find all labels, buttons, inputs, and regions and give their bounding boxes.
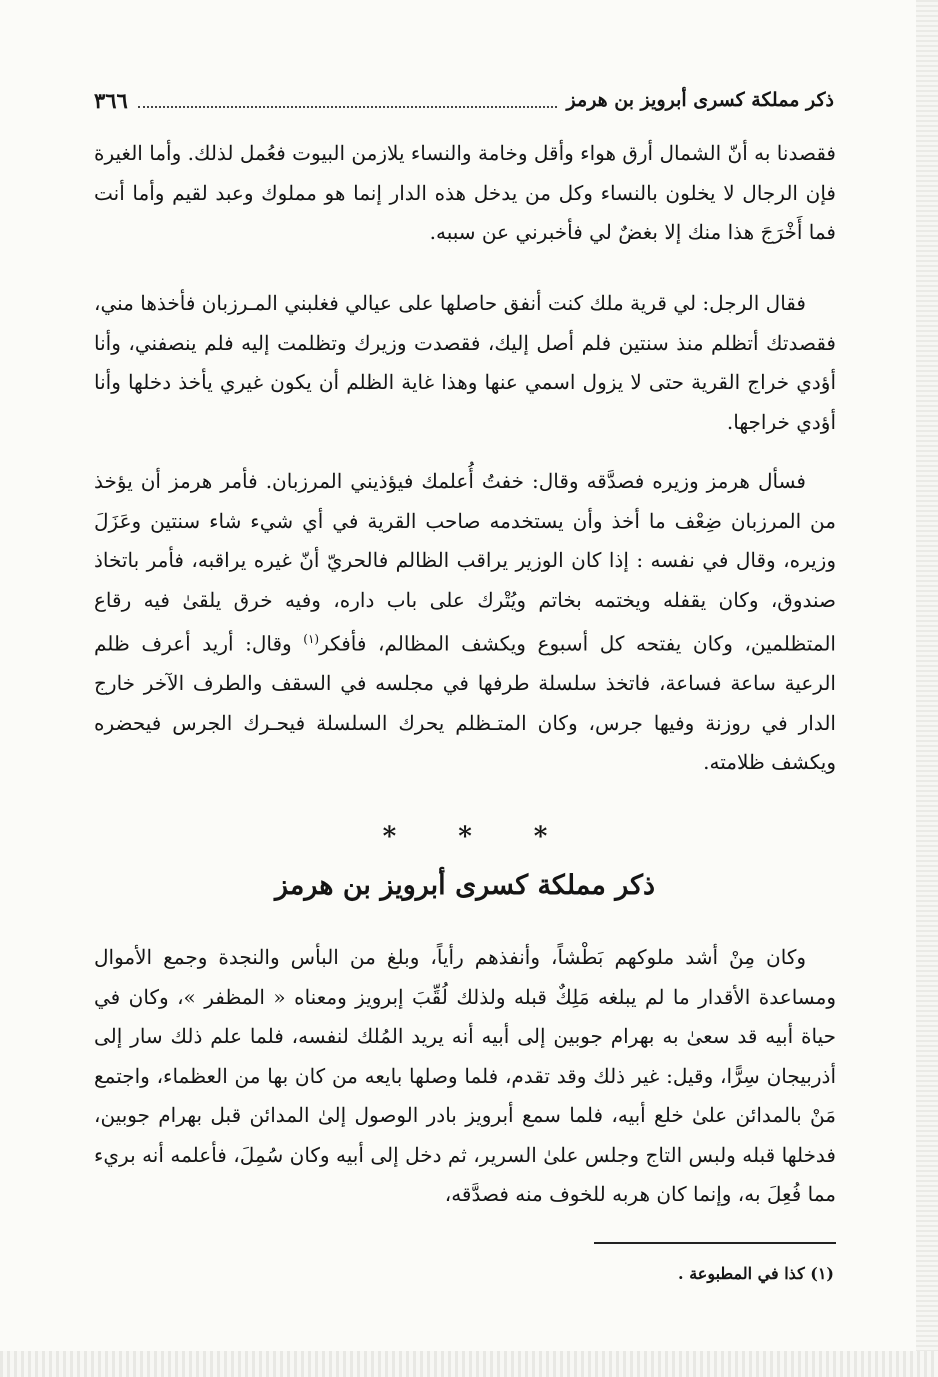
footnote: (١) كذا في المطبوعة . [678,1264,834,1283]
running-title: ذكر مملكة كسرى أبرويز بن هرمز [566,89,834,111]
separator-star: * [458,822,472,852]
footnote-marker: (١) [303,632,320,646]
separator-star: * [533,822,548,852]
paragraph-2: فقال الرجل: لي قرية ملك كنت أنفق حاصلها على عيالي فغلبني المـرزبان فأخذها مني، فقصدتك أتظلم منذ سنتين فلم أصل إليك، فقصدت وزيرك وتظلمت إليه فلم ينصفني، وأنا أؤدي خراج القرية حتى لا يزول اسمي عنها وهذا غاية الظلم أن يكون غيري يأخذ دخلها وأنا أؤدي خراجها. [94,291,836,434]
paragraph-3-part-b: وقال: أريد أعرف ظلم الرعية ساعة فساعة، فاتخذ سلسلة طرفها في مجلسه في السقف والطرف الآخر خارج الدار في روزنة وفيها جرس، وكان المتـظلم يحرك السلسلة فيحـرك الجرس فيحضره ويكشف ظلامته. [94,631,836,775]
footnote-divider [594,1242,836,1244]
scan-edge-right [916,0,938,1377]
scan-edge-bottom [0,1351,938,1377]
page-number: ٣٦٦ [94,87,128,113]
paragraph-3 [94,462,836,783]
paragraph-3-part-a: فسأل هرمز وزيره فصدَّقه وقال: خفتُ أُعلمك فيؤذيني المرزبان. فأمر هرمز أن يؤخذ من المرزبان ضِعْف ما أخذ وأن يستخدمه صاحب القرية في أي شيء شاء سنتين وعَزَلَ وزيره، وقال في نفسه : إذا كان الوزير يراقب الظالم فالحريّ أنّ غيره يراقبه، فأمر باتخاذ صندوق، وكان يقفله ويختمه بخاتم ويُتْرك على باب داره، وفيه خرق يلقىٰ فيه رقاع المتظلمين، وكان يفتحه كل أسبوع ويكشف المظالم، فأفكر [94,469,836,656]
section-heading: ذكر مملكة كسرى أبرويز بن هرمز [274,870,656,901]
paragraph-1: فقصدنا به أنّ الشمال أرق هواء وأقل وخامة والنساء يلازمن البيوت فعُمل لذلك. وأما الغيرة فإن الرجال لا يخلون بالنساء وكل من يدخل هذه الدار إنما هو مملوك وعبد لقيم وأما أنت فما أَخْرَجَ هذا منك إلا بغضٌ لي فأخبرني عن سببه. [94,141,836,244]
paragraph-4: وكان مِنْ أشد ملوكهم بَطْشاً، وأنفذهم رأياً، وبلغ من البأس والنجدة وجمع الأموال ومساعدة الأقدار ما لم يبلغه مَلِكٌ قبله ولذلك لُقِّبَ إبرويز ومعناه « المظفر »، وكان في حياة أبيه قد سعىٰ به بهرام جوبين إلى أبيه أنه يريد المُلك لنفسه، فلما علم ذلك سار إلى أذربيجان سِرًّا، وقيل: غير ذلك وقد تقدم، فلما وصلها بايعه من كان بها من العظماء، واجتمع مَنْ بالمدائن علىٰ خلع أبيه، فلما سمع أبرويز بادر الوصول إلىٰ المدائن قبل بهرام جوبين، فدخلها قبله ولبس التاج وجلس علىٰ السرير، ثم دخل إلى أبيه وكان سُمِلَ، فأعلمه أنه بريء مما فُعِلَ به، وإنما كان هربه للخوف منه فصدَّقه، [94,945,836,1206]
section-separator [94,822,836,852]
page-header [94,84,834,116]
dotted-leader [138,92,557,108]
separator-star: * [382,822,397,852]
